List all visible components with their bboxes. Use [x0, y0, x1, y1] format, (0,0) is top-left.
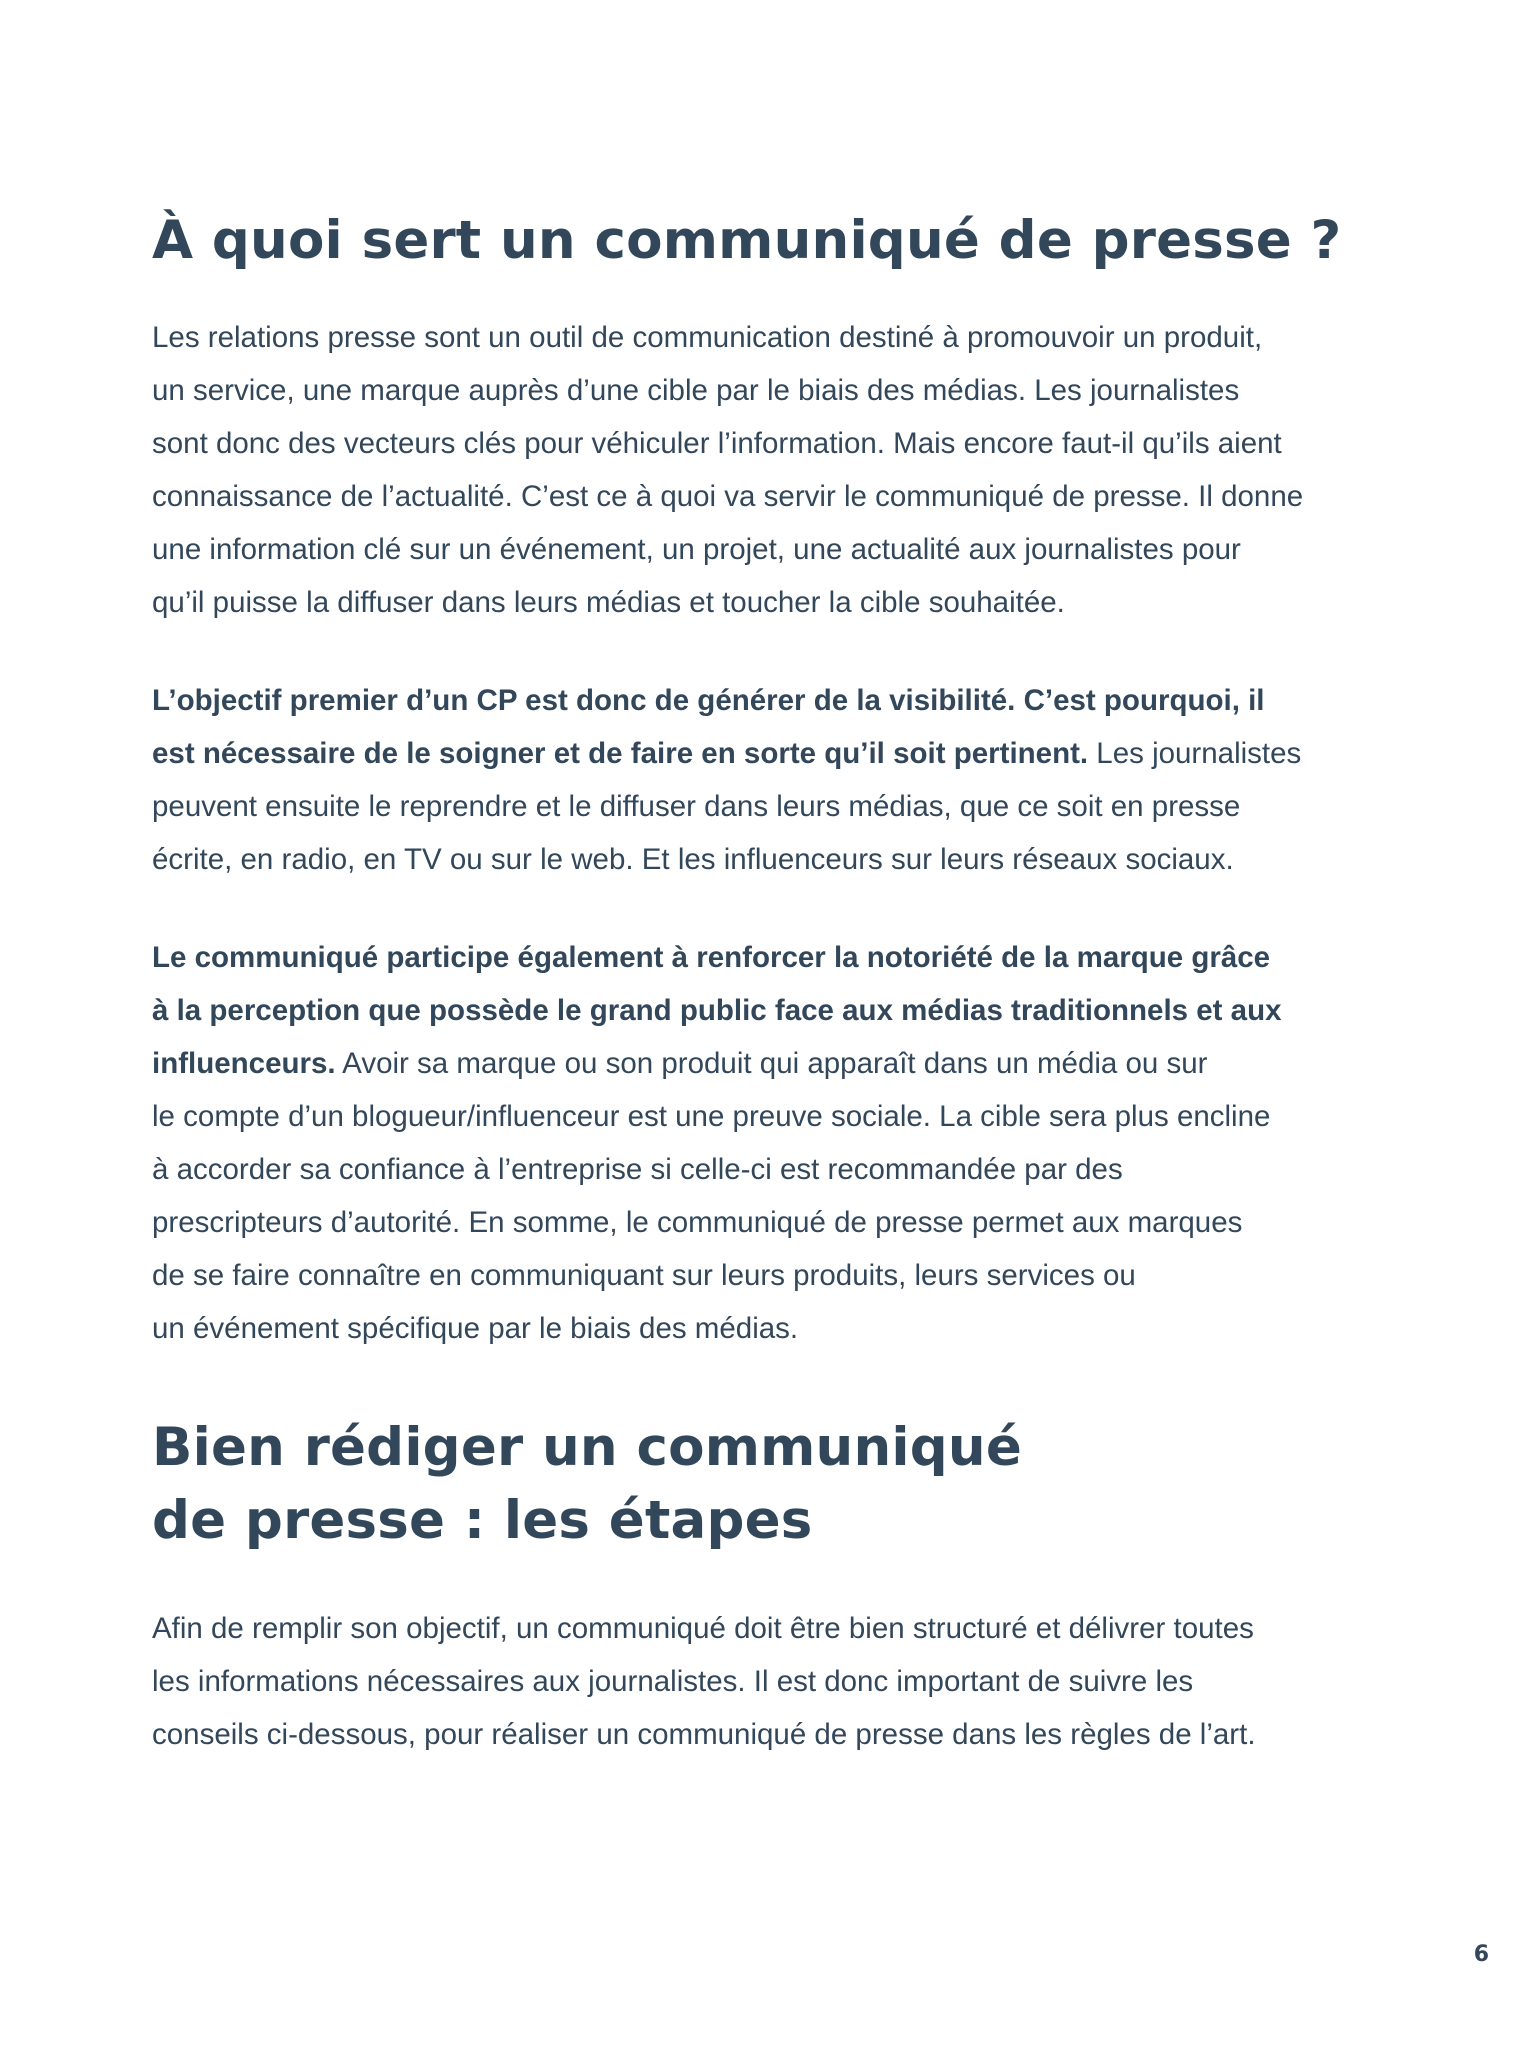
text-line: une information clé sur un événement, un projet, une actualité aux journalistes pour	[152, 533, 1241, 566]
text-line: conseils ci-dessous, pour réaliser un communiqué de presse dans les règles de l’art.	[152, 1718, 1256, 1751]
title-line: Bien rédiger un communiqué	[152, 1417, 1022, 1478]
bold-text: influenceurs.	[152, 1047, 336, 1080]
text-line	[152, 727, 1412, 780]
paragraph-objective	[152, 674, 1412, 886]
bold-text: est nécessaire de le soigner et de faire en sorte qu’il soit pertinent.	[152, 737, 1089, 770]
text-line: un événement spécifique par le biais des médias.	[152, 1312, 799, 1345]
text-line: les informations nécessaires aux journalistes. Il est donc important de suivre les	[152, 1665, 1194, 1698]
text-line: le compte d’un blogueur/influenceur est une preuve sociale. La cible sera plus encline	[152, 1100, 1271, 1133]
text-line	[152, 931, 1412, 984]
text-line: de se faire connaître en communiquant sur leurs produits, leurs services ou	[152, 1259, 1136, 1292]
section-title-steps	[152, 1411, 1412, 1557]
regular-text: Les journalistes	[1088, 737, 1302, 770]
text-line: Les relations presse sont un outil de communication destiné à promouvoir un produit,	[152, 321, 1263, 354]
page-content	[152, 205, 1412, 1761]
bold-text: Le communiqué participe également à renforcer la notoriété de la marque grâce	[152, 941, 1271, 974]
text-line: qu’il puisse la diffuser dans leurs médias et toucher la cible souhaitée.	[152, 586, 1065, 619]
title-line: de presse : les étapes	[152, 1490, 813, 1551]
paragraph-steps-intro	[152, 1602, 1412, 1761]
text-line	[152, 984, 1412, 1037]
paragraph-notoriety	[152, 931, 1412, 1355]
bold-text: L’objectif premier d’un CP est donc de générer de la visibilité. C’est pourquoi, il	[152, 684, 1265, 717]
text-line: peuvent ensuite le reprendre et le diffuser dans leurs médias, que ce soit en presse	[152, 790, 1241, 823]
text-line	[152, 674, 1412, 727]
text-line: écrite, en radio, en TV ou sur le web. Et les influenceurs sur leurs réseaux sociaux.	[152, 843, 1234, 876]
text-line: un service, une marque auprès d’une cible par le biais des médias. Les journalistes	[152, 374, 1240, 407]
paragraph-intro	[152, 311, 1412, 629]
text-line: connaissance de l’actualité. C’est ce à quoi va servir le communiqué de presse. Il donne	[152, 480, 1304, 513]
text-line: sont donc des vecteurs clés pour véhiculer l’information. Mais encore faut-il qu’ils aient	[152, 427, 1282, 460]
regular-text: Avoir sa marque ou son produit qui apparaît dans un média ou sur	[335, 1047, 1208, 1080]
text-line	[152, 1037, 1412, 1090]
bold-text: à la perception que possède le grand public face aux médias traditionnels et aux	[152, 994, 1282, 1027]
text-line: à accorder sa confiance à l’entreprise si celle-ci est recommandée par des	[152, 1153, 1123, 1186]
text-line: prescripteurs d’autorité. En somme, le communiqué de presse permet aux marques	[152, 1206, 1243, 1239]
text-line: Afin de remplir son objectif, un communiqué doit être bien structuré et délivrer toutes	[152, 1612, 1254, 1645]
section-title-purpose: À quoi sert un communiqué de presse ?	[152, 210, 1342, 271]
page-number: 6	[1473, 1942, 1489, 1967]
